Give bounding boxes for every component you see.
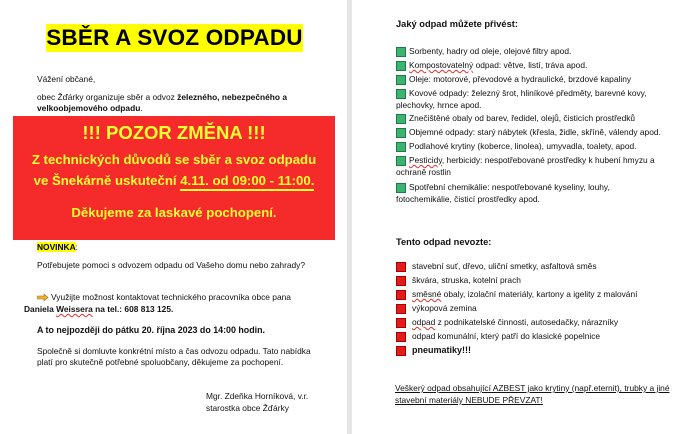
arrangement-line-1: Společně si domluvte konkrétní místo a čas odvozu odpadu. Tato nabídka xyxy=(37,346,311,356)
greeting: Vážení občané, xyxy=(37,74,96,84)
forbidden-item-text: směsné obaly, izolační materiály, kartony a igelity z malování xyxy=(412,289,638,299)
forbidden-item-text: pneumatiky!!! xyxy=(412,345,472,355)
pointing-hand-icon xyxy=(37,293,49,302)
allowed-item-text: Sorbenty, hadry od oleje, olejové filtry apod. xyxy=(409,46,572,56)
asbestos-line-1: Veškerý odpad obsahující AZBEST jako krytiny (např.eternit), trubky a jiné xyxy=(395,383,670,393)
allowed-item-text: Objemné odpady: starý nábytek (křesla, židle, skříně, válendy apod. xyxy=(409,127,661,137)
allowed-item-text: plechovky, hrnce apod. xyxy=(396,100,482,110)
allowed-item-text: Kovové odpady: železný šrot, hliníkové předměty, barevné kovy, xyxy=(409,88,647,98)
alert-thanks: Děkujeme za laskavé pochopení. xyxy=(71,205,277,220)
forbidden-icon xyxy=(396,318,406,328)
forbidden-item-text: škvára, struska, kotelní prach xyxy=(412,275,521,285)
alert-date-prefix: ve Šnekárně uskuteční xyxy=(33,173,177,188)
allowed-item-text: Pesticidy, herbicidy: nespotřebované prostředky k hubení hmyzu a xyxy=(409,155,655,165)
left-page xyxy=(0,0,347,434)
allowed-item-text: Znečištěné obaly od barev, ředidel, olejů, čisticích prostředků xyxy=(409,113,636,123)
forbidden-item-text: stavební suť, dřevo, uliční smetky, asfaltová směs xyxy=(412,261,597,271)
recycle-check-icon xyxy=(396,128,406,138)
allowed-item-text: Podlahové krytiny (koberce, linolea), umyvadla, toalety, apod. xyxy=(409,141,637,151)
novinka-line xyxy=(37,242,78,253)
intro-line-1 xyxy=(37,92,287,103)
forbidden-heading: Tento odpad nevozte: xyxy=(396,237,492,247)
recycle-check-icon xyxy=(396,75,406,85)
recycle-check-icon xyxy=(396,61,406,71)
contact-line-1 xyxy=(37,292,291,303)
forbidden-icon xyxy=(396,304,406,314)
novinka-colon: : xyxy=(75,242,78,252)
allowed-item-text: fotochemikálie, čisticí prostředky apod. xyxy=(396,194,540,204)
allowed-item-text: Kompostovatelný odpad: větve, listí, tráva apod. xyxy=(409,60,588,70)
recycle-check-icon xyxy=(396,183,406,193)
forbidden-item-text: výkopová zemina xyxy=(412,303,477,313)
recycle-check-icon xyxy=(396,156,406,166)
forbidden-item-text: odpad z podnikatelské činnosti, autosedačky, nárazníky xyxy=(412,317,619,327)
allowed-heading: Jaký odpad můžete přivést: xyxy=(396,19,518,29)
recycle-check-icon xyxy=(396,142,406,152)
contact-line-2 xyxy=(24,304,173,315)
forbidden-icon xyxy=(396,262,406,272)
page-title: SBĚR A SVOZ ODPADU xyxy=(46,25,303,50)
intro-line-2 xyxy=(37,103,143,114)
contact-tel: na tel.: 608 813 125. xyxy=(95,304,174,314)
allowed-item-keyword: Pesticidy xyxy=(409,155,442,165)
asbestos-line-2: stavební materiály NEBUDE PŘEVZAT! xyxy=(395,395,543,405)
alert-reason: Z technických důvodů se sběr a svoz odpadu xyxy=(31,152,317,167)
right-page xyxy=(352,0,700,434)
signature-role: starostka obce Žďárky xyxy=(206,403,289,413)
alert-box xyxy=(13,116,335,240)
alert-headline: !!! POZOR ZMĚNA !!! xyxy=(82,122,266,143)
contact-name-last: Weissera xyxy=(56,304,93,314)
contact-name-first: Daniela xyxy=(24,304,54,314)
forbidden-icon xyxy=(396,332,406,342)
allowed-item-keyword: Kompostovatelný xyxy=(409,60,474,70)
help-question: Potřebujete pomoci s odvozem odpadu od Vašeho domu nebo zahrady? xyxy=(37,260,306,270)
alert-date-line xyxy=(13,172,335,190)
intro-suffix: . xyxy=(140,103,143,113)
forbidden-icon xyxy=(396,276,406,286)
contact-text: Využijte možnost kontaktovat technického pracovníka obce pana xyxy=(51,292,291,302)
recycle-check-icon xyxy=(396,47,406,57)
allowed-item-text: Oleje: motorové, převodové a hydraulické, brzdové kapaliny xyxy=(409,74,632,84)
novinka-badge: NOVINKA xyxy=(37,242,76,252)
arrangement-line-2: platí pro skutečně potřebné spoluobčany, děkujeme za pochopení. xyxy=(37,357,284,367)
forbidden-icon xyxy=(396,346,406,356)
allowed-item-text: Spotřební chemikálie: nespotřebované kyseliny, louhy, xyxy=(409,182,610,192)
forbidden-icon xyxy=(396,290,406,300)
recycle-check-icon xyxy=(396,89,406,99)
alert-date: 4.11. od 09:00 - 11:00. xyxy=(180,173,314,191)
intro-bold-1: železného, nebezpečného a xyxy=(177,92,287,102)
allowed-item-text: ochraně rostlin xyxy=(396,167,451,177)
intro-bold-2: velkoobjemového odpadu xyxy=(37,103,141,113)
deadline: A to nejpozději do pátku 20. října 2023 do 14:00 hodin. xyxy=(37,325,265,335)
recycle-check-icon xyxy=(396,114,406,124)
forbidden-item-text: odpad komunální, který patří do klasické popelnice xyxy=(412,331,601,341)
intro-prefix: obec Žďárky organizuje sběr a odvoz xyxy=(37,92,175,102)
signature-name: Mgr. Zdeňka Horníková, v.r. xyxy=(206,391,309,401)
